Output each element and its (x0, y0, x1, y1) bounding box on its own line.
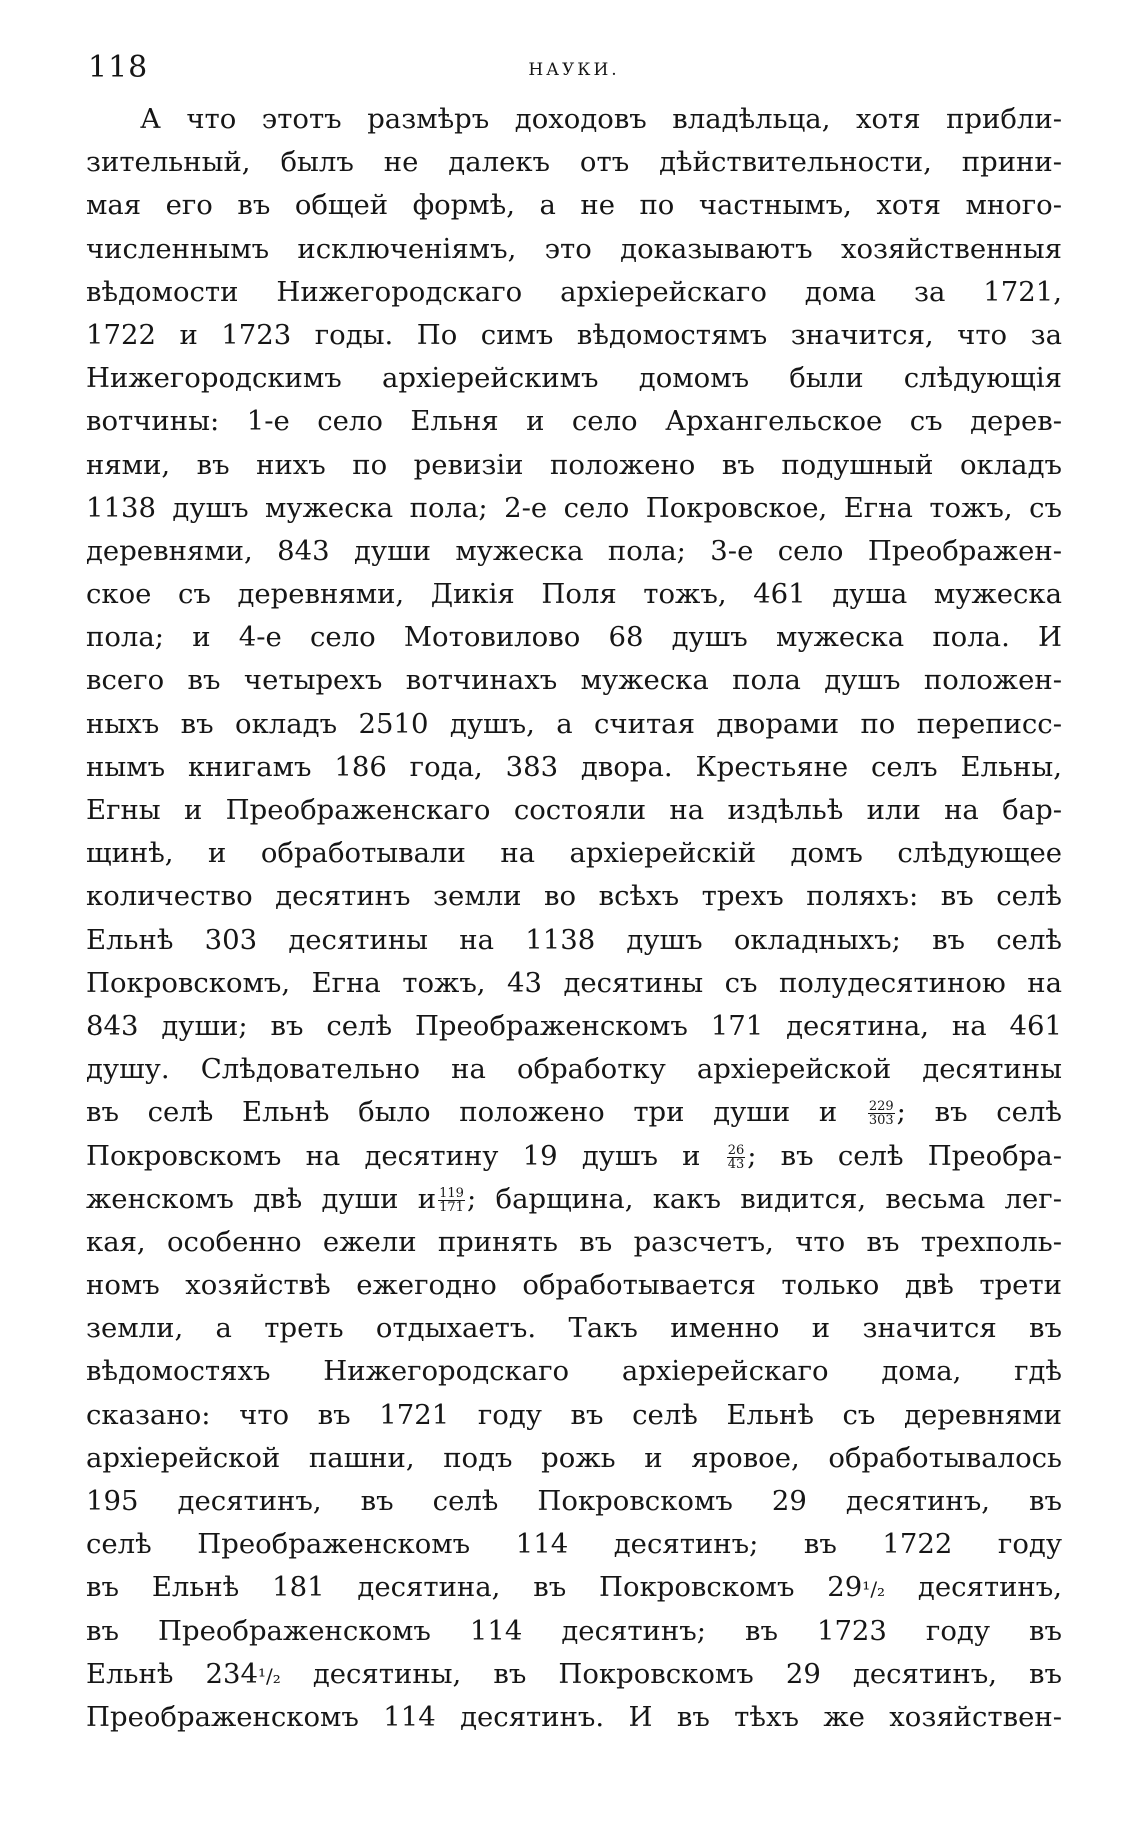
text-segment: ; барщина, какъ видится, весьма лег- (466, 1182, 1062, 1215)
text-line: всего въ четырехъ вотчинахъ мужеска пола душъ положен- (86, 664, 1062, 697)
text-line: Нижегородскимъ архіерейскимъ домомъ были слѣдующія (86, 362, 1062, 395)
text-line: въ Преображенскомъ 114 десятинъ; въ 1723 году въ (86, 1614, 1062, 1647)
book-page (86, 50, 1062, 1739)
text-line: Преображенскомъ 114 десятинъ. И въ тѣхъ же хозяйствен- (86, 1700, 1062, 1733)
text-line: А что этотъ размѣръ доходовъ владѣльца, хотя прибли- (140, 103, 1062, 135)
text-line-with-half (86, 1566, 1062, 1609)
text-line: деревнями, 843 души мужеска пола; 3-е село Преображен- (86, 534, 1062, 567)
text-line: пола; и 4-е село Мотовилово 68 душъ мужеска пола. И (86, 621, 1062, 654)
text-line-with-fraction (86, 1135, 1062, 1178)
text-line: количество десятинъ земли во всѣхъ трехъ поляхъ: въ селѣ (86, 880, 1062, 913)
text-line: ское съ деревнями, Дикія Поля тожъ, 461 душа мужеска (86, 578, 1062, 611)
text-line: нымъ книгамъ 186 года, 383 двора. Крестьяне селъ Ельны, (86, 750, 1062, 783)
text-line: нями, въ нихъ по ревизіи положено въ подушный окладъ (86, 448, 1062, 481)
text-line: сказано: что въ 1721 году въ селѣ Ельнѣ съ деревнями (86, 1398, 1062, 1431)
page-header (86, 50, 1062, 98)
fraction-denominator: 171 (439, 1199, 464, 1215)
text-line: вотчины: 1-е село Ельня и село Архангельское съ дерев- (86, 405, 1062, 438)
text-line: 195 десятинъ, въ селѣ Покровскомъ 29 десятинъ, въ (86, 1485, 1062, 1517)
fraction-numerator: 119 (439, 1185, 464, 1201)
fraction-denominator: 303 (868, 1113, 894, 1129)
fraction-numerator: 229 (868, 1099, 894, 1115)
text-segment: десятинъ, (917, 1571, 1062, 1604)
text-line: зительный, былъ не далекъ отъ дѣйствительности, прини- (86, 146, 1062, 179)
text-segment: Покровскомъ на десятину 19 душъ и (86, 1139, 701, 1172)
text-line: селѣ Преображенскомъ 114 десятинъ; въ 1722 году (86, 1528, 1062, 1561)
text-line: Егны и Преображенскаго состояли на издѣльѣ или на бар- (86, 794, 1062, 826)
text-line: 1138 душъ мужеска пола; 2-е село Покровское, Егна тожъ, съ (86, 491, 1062, 524)
fraction (868, 1100, 895, 1127)
text-segment: въ Ельнѣ 181 десятина, въ Покровскомъ 29 (86, 1571, 863, 1604)
text-segment: въ селѣ Ельнѣ было положено три души и (86, 1096, 838, 1129)
text-line: номъ хозяйствѣ ежегодно обработывается только двѣ трети (86, 1269, 1062, 1302)
text-segment: десятины, въ Покровскомъ 29 десятинъ, въ (312, 1657, 1062, 1690)
page-number: 118 (88, 50, 149, 85)
text-line: Ельнѣ 303 десятины на 1138 душъ окладныхъ; въ селѣ (86, 923, 1062, 956)
text-line-with-fraction (86, 1091, 1062, 1134)
text-line: вѣдомостяхъ Нижегородскаго архіерейскаго дома, гдѣ (86, 1355, 1062, 1388)
text-segment: ; въ селѣ (896, 1096, 1062, 1129)
text-line-with-half (86, 1653, 1062, 1696)
text-line: мая его въ общей формѣ, а не по частнымъ, хотя много- (86, 189, 1062, 222)
text-line: численнымъ исключеніямъ, это доказываютъ хозяйственныя (86, 232, 1062, 265)
body-text (86, 98, 1062, 1739)
text-line: 1722 и 1723 годы. По симъ вѣдомостямъ значится, что за (86, 318, 1062, 351)
text-line: Покровскомъ, Егна тожъ, 43 десятины съ полудесятиною на (86, 966, 1062, 999)
text-line: 843 души; въ селѣ Преображенскомъ 171 десятина, на 461 (86, 1009, 1062, 1042)
fraction-numerator: 26 (727, 1142, 745, 1158)
half-fraction: ¹/₂ (257, 1663, 281, 1688)
text-line-with-fraction (86, 1178, 1062, 1221)
text-line: земли, а треть отдыхаетъ. Такъ именно и значится въ (86, 1312, 1062, 1345)
text-segment: Ельнѣ 234 (86, 1657, 258, 1690)
text-line: щинѣ, и обработывали на архіерейскій домъ слѣдующее (86, 837, 1062, 870)
text-line: душу. Слѣдовательно на обработку архіерейской десятины (86, 1053, 1062, 1086)
fraction-denominator: 43 (727, 1156, 745, 1172)
half-fraction: ¹/₂ (862, 1577, 886, 1602)
text-line: архіерейской пашни, подъ рожь и яровое, обработывалось (86, 1441, 1062, 1474)
text-line: кая, особенно ежели принять въ разсчетъ, что въ трехполь- (86, 1225, 1062, 1258)
fraction (727, 1144, 746, 1171)
text-line: ныхъ въ окладъ 2510 душъ, а считая дворами по переписс- (86, 707, 1062, 740)
text-segment: ; въ селѣ Преобра- (747, 1139, 1062, 1172)
text-line: вѣдомости Нижегородскаго архіерейскаго дома за 1721, (86, 275, 1062, 308)
text-segment: женскомъ двѣ души и (86, 1182, 437, 1215)
fraction (438, 1187, 465, 1214)
running-head: НАУКИ. (528, 60, 620, 80)
